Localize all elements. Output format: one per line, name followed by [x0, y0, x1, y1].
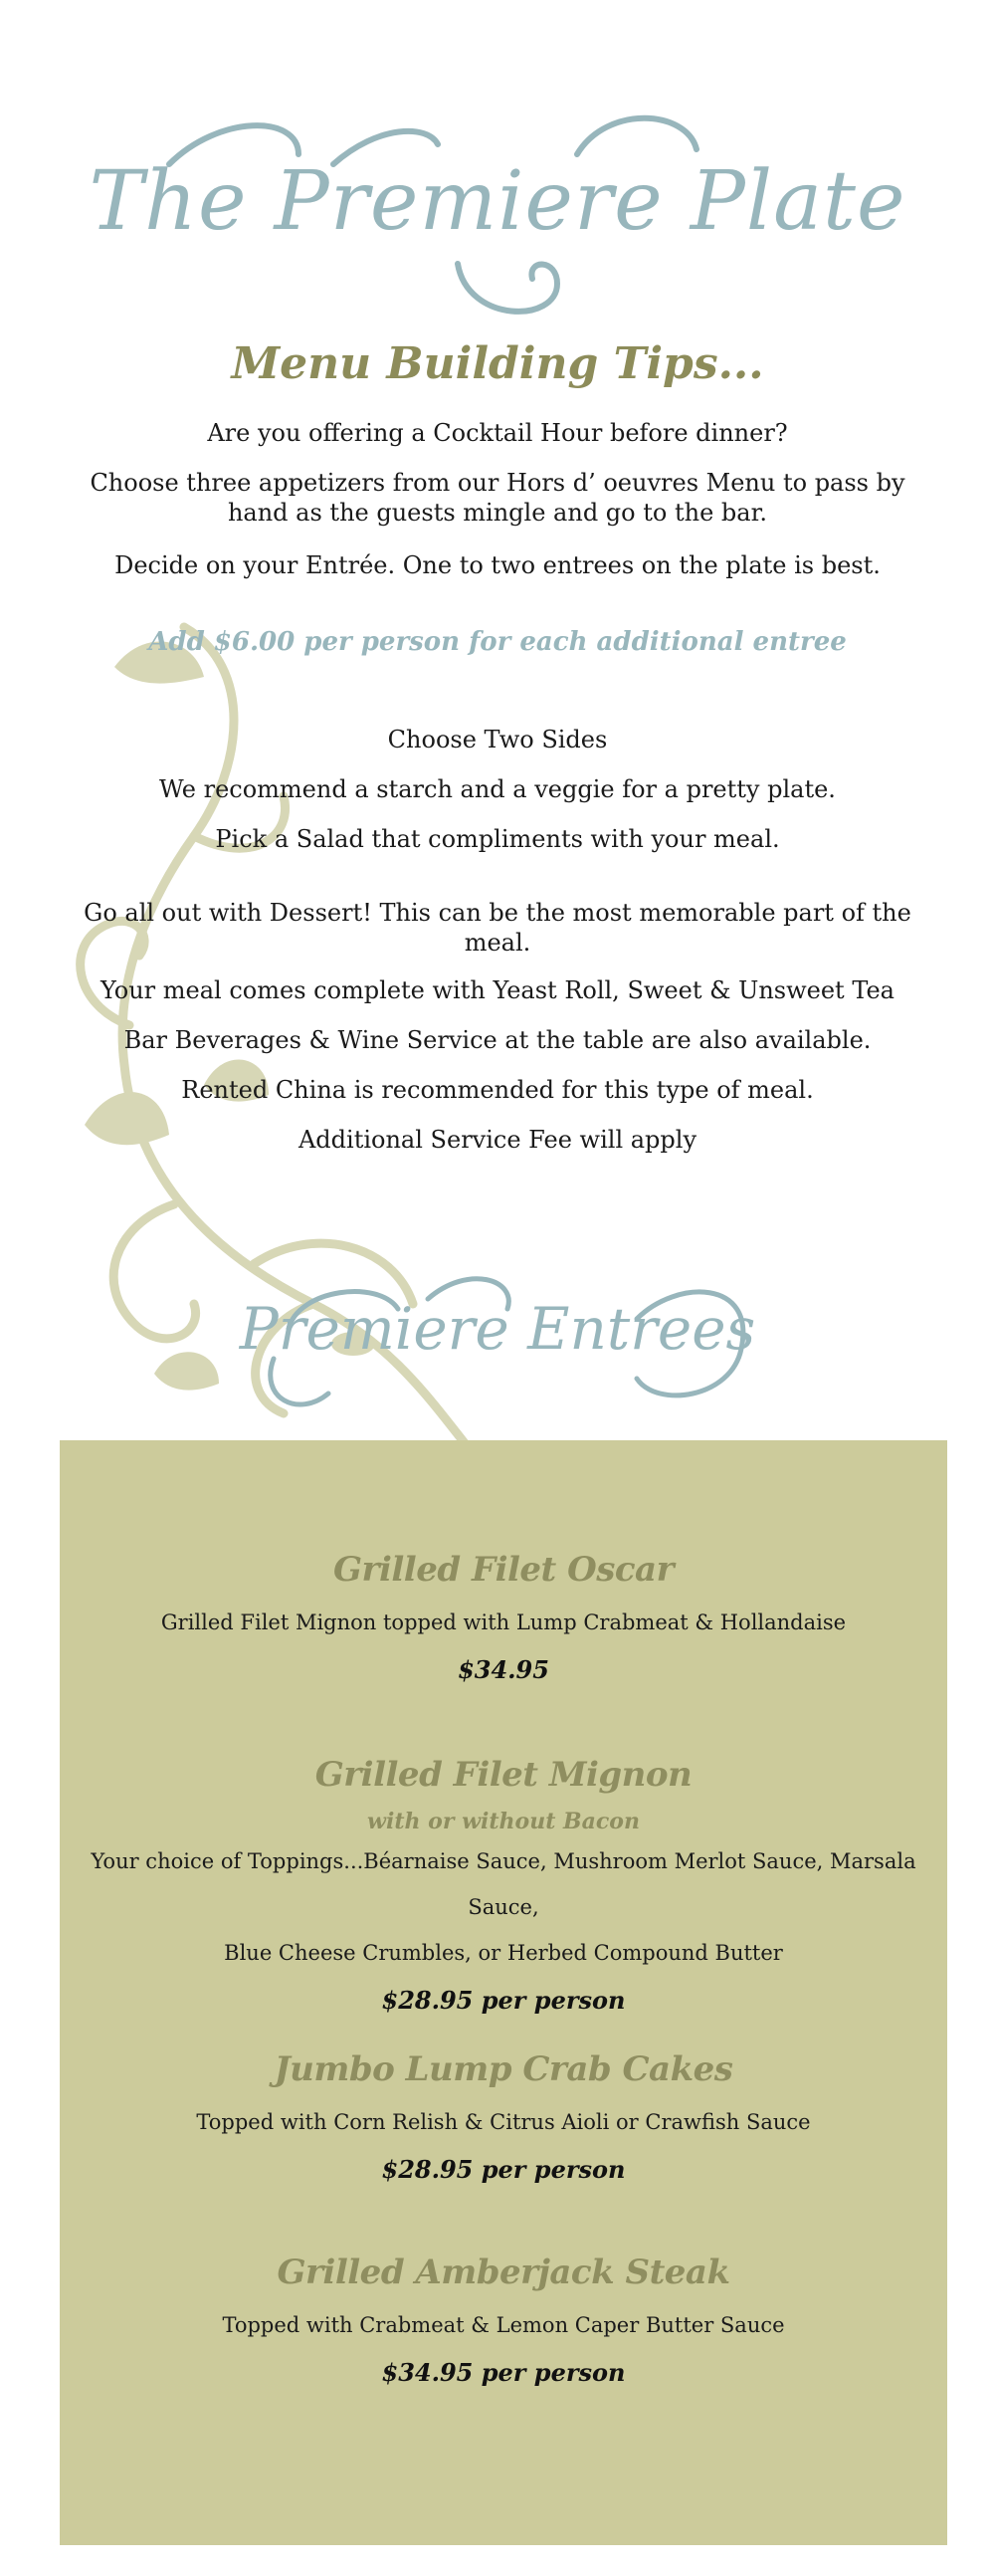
brand-logo — [0, 95, 995, 333]
entree-description: Grilled Filet Mignon topped with Lump Crabmeat & Hollandaise — [160, 1610, 847, 1634]
tip-additional-entree: Add $6.00 per person for each additional entree — [148, 627, 847, 657]
entree-item — [60, 1755, 947, 2015]
entree-price: $28.95 per person — [381, 2155, 626, 2184]
entree-item — [60, 2253, 947, 2387]
tip-entree: Decide on your Entrée. One to two entrees on the plate is best. — [114, 551, 881, 579]
tip-salad: Pick a Salad that compliments with your meal. — [215, 825, 780, 853]
entree-price: $28.95 per person — [381, 1986, 626, 2015]
tip-meal-includes: Your meal comes complete with Yeast Roll, Sweet & Unsweet Tea — [100, 976, 895, 1004]
entree-price: $34.95 per person — [381, 2358, 626, 2387]
entrees-heading-block — [0, 1269, 995, 1428]
entree-description: Your choice of Toppings...Béarnaise Sauce, Mushroom Merlot Sauce, Marsala Sauce, — [91, 1849, 916, 1919]
entree-name: Grilled Amberjack Steak — [277, 2253, 730, 2292]
entree-name: Grilled Filet Oscar — [333, 1550, 674, 1590]
brand-title: The Premiere Plate — [89, 154, 906, 249]
tips-heading: Menu Building Tips... — [231, 338, 764, 389]
tip-cocktail-hour: Are you offering a Cocktail Hour before dinner? — [207, 419, 788, 447]
tip-starch-veggie: We recommend a starch and a veggie for a pretty plate. — [159, 775, 836, 803]
entree-subtitle: with or without Bacon — [367, 1809, 640, 1834]
entree-name: Jumbo Lump Crab Cakes — [274, 2049, 733, 2089]
entree-price: $34.95 — [458, 1655, 549, 1684]
tip-appetizers: Choose three appetizers from our Hors d’ oeuvres Menu to pass by hand as the guests mingle and go to the bar. — [90, 469, 905, 527]
tip-two-sides: Choose Two Sides — [387, 726, 608, 753]
entree-name: Grilled Filet Mignon — [314, 1755, 693, 1795]
tip-rented-china: Rented China is recommended for this type of meal. — [181, 1076, 814, 1104]
entree-item — [60, 2049, 947, 2184]
tip-dessert: Go all out with Dessert! This can be the most memorable part of the meal. — [84, 899, 911, 957]
tip-bar-beverages: Bar Beverages & Wine Service at the table are also available. — [123, 1026, 872, 1054]
entree-description: Topped with Crabmeat & Lemon Caper Butter Sauce — [222, 2313, 785, 2337]
entree-item — [60, 1550, 947, 1684]
tip-service-fee: Additional Service Fee will apply — [298, 1126, 697, 1154]
entree-menu-panel — [60, 1440, 947, 2545]
entrees-heading: Premiere Entrees — [239, 1295, 756, 1363]
entree-description: Topped with Corn Relish & Citrus Aioli or Crawfish Sauce — [196, 2110, 811, 2134]
entree-description: Blue Cheese Crumbles, or Herbed Compound Butter — [224, 1941, 783, 1965]
